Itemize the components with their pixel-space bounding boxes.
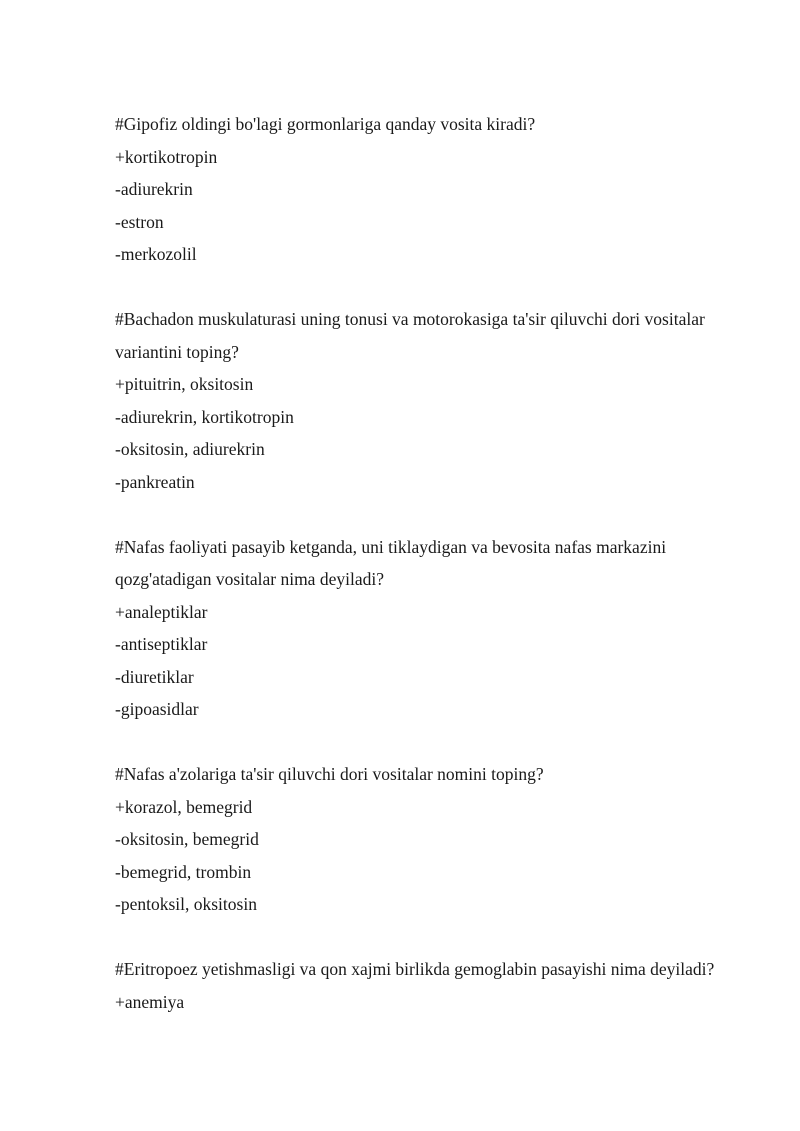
answer-option: +korazol, bemegrid: [115, 796, 253, 817]
question-text: #Eritropoez yetishmasligi va qon xajmi birlikda gemoglabin pasayishi nima deyiladi?: [115, 959, 715, 979]
answer-option: -oksitosin, adiurekrin: [115, 439, 265, 459]
answer-option: -adiurekrin: [115, 179, 193, 199]
question-text: #Nafas faoliyati pasayib ketganda, uni tiklaydigan va bevosita nafas markazini qozg'atadigan vositalar nima deyiladi?: [115, 536, 667, 589]
question-text: #Gipofiz oldingi bo'lagi gormonlariga qanday vosita kiradi?: [115, 114, 536, 134]
answer-option: -pankreatin: [115, 471, 195, 492]
question-block: [115, 108, 735, 271]
answer-option: +kortikotropin: [115, 146, 218, 167]
question-block: [115, 953, 735, 1018]
answer-option: -merkozolil: [115, 244, 197, 264]
answer-option: -estron: [115, 211, 164, 232]
answer-option: -gipoasidlar: [115, 699, 199, 719]
answer-option: -adiurekrin, kortikotropin: [115, 406, 294, 427]
answer-option: -bemegrid, trombin: [115, 861, 252, 882]
question-block: [115, 531, 735, 726]
question-block: [115, 303, 735, 498]
answer-option: -antiseptiklar: [115, 634, 208, 654]
answer-option: -diuretiklar: [115, 666, 194, 687]
question-text: #Nafas a'zolariga ta'sir qiluvchi dori vositalar nomini toping?: [115, 764, 544, 784]
question-block: [115, 758, 735, 921]
answer-option: -oksitosin, bemegrid: [115, 829, 259, 849]
answer-option: +analeptiklar: [115, 601, 208, 622]
answer-option: +pituitrin, oksitosin: [115, 374, 254, 394]
answer-option: +anemiya: [115, 991, 185, 1012]
question-list: [115, 108, 735, 1051]
answer-option: -pentoksil, oksitosin: [115, 894, 257, 914]
question-text: #Bachadon muskulaturasi uning tonusi va motorokasiga ta'sir qiluvchi dori vositalar variantini toping?: [115, 309, 705, 362]
